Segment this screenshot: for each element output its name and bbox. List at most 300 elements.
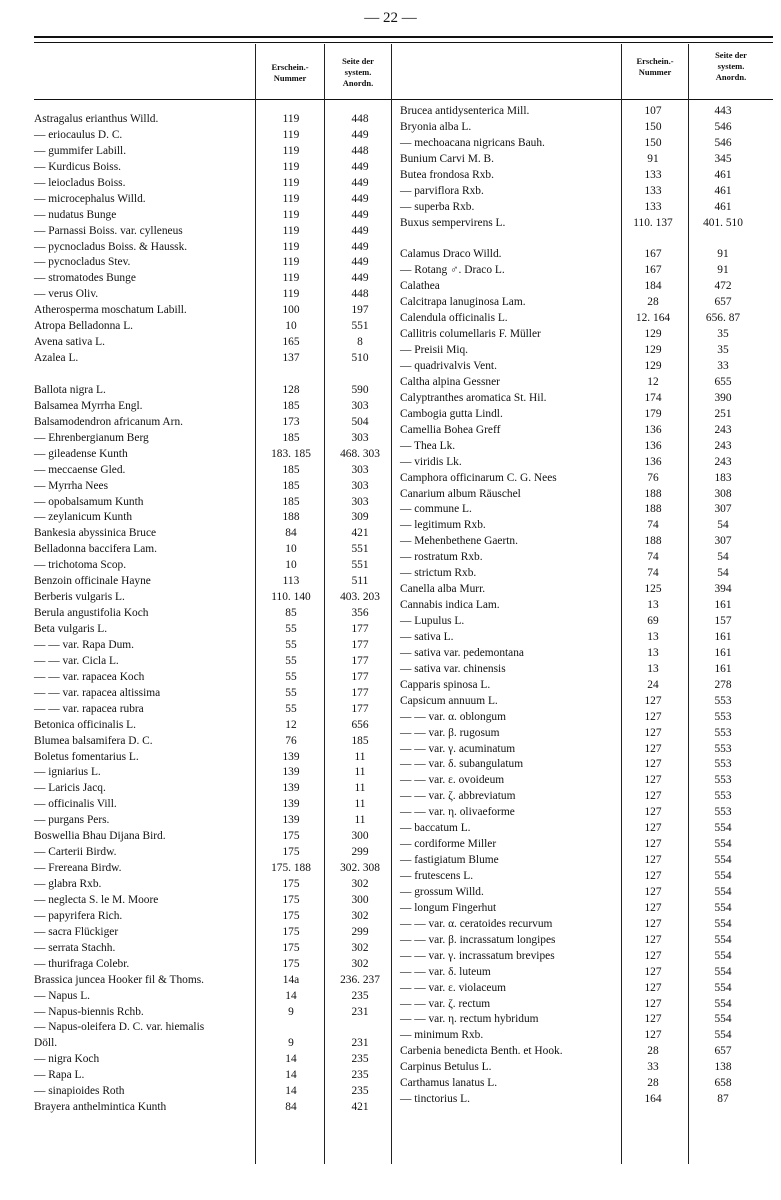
left-entry-row	[34, 1036, 392, 1052]
entry-name: — opobalsamum Kunth	[34, 495, 144, 508]
right-entry-row	[400, 981, 778, 997]
entry-number: 127	[644, 933, 662, 946]
entry-page: 511	[351, 575, 369, 588]
entry-number: 14	[285, 1085, 297, 1098]
entry-number: 175	[282, 893, 300, 906]
entry-name: — tinctorius L.	[400, 1093, 470, 1106]
entry-page: 300	[351, 830, 369, 843]
entry-number: 119	[282, 224, 300, 237]
entry-number: 76	[285, 734, 297, 747]
right-entry-row	[400, 1060, 778, 1076]
entry-number: 9	[288, 1037, 294, 1050]
right-entry-row	[400, 1028, 778, 1044]
entry-number: 24	[647, 678, 659, 691]
entry-name: — viridis Lk.	[400, 455, 462, 468]
right-entry-row	[400, 1076, 778, 1092]
entry-number: 84	[285, 527, 297, 540]
entry-number: 179	[644, 407, 662, 420]
entry-name: — Napus L.	[34, 989, 90, 1002]
entry-page: 554	[714, 901, 732, 914]
entry-page: 8	[357, 336, 363, 349]
right-entry-row	[400, 646, 778, 662]
right-entry-row	[400, 742, 778, 758]
entry-number: 188	[282, 511, 300, 524]
left-entry-row	[34, 574, 392, 590]
entry-page: 554	[714, 933, 732, 946]
left-entry-row	[34, 1100, 392, 1116]
right-entry-row	[400, 502, 778, 518]
entry-name: — cordiforme Miller	[400, 838, 497, 851]
entry-number: 74	[647, 519, 659, 532]
entry-name: Butea frondosa Rxb.	[400, 168, 494, 181]
entry-page: 553	[714, 710, 732, 723]
entry-page: 243	[714, 439, 732, 452]
entry-name: Canarium album Räuschel	[400, 487, 521, 500]
entry-name: — sinapioides Roth	[34, 1085, 125, 1098]
entry-number: 139	[282, 798, 300, 811]
entry-page: 554	[714, 838, 732, 851]
entry-page: 157	[714, 615, 732, 627]
entry-page: 449	[351, 224, 369, 237]
entry-page: 138	[714, 1061, 732, 1074]
entry-name: — — var. δ. luteum	[400, 965, 491, 978]
entry-name: — — var. β. rugosum	[400, 726, 500, 739]
right-entry-row	[400, 311, 778, 327]
right-entry-row	[400, 407, 778, 423]
left-entry-row	[34, 877, 392, 893]
entry-name: — Parnassi Boiss. var. cylleneus	[34, 224, 183, 237]
page-number: — 22 —	[364, 10, 417, 26]
entry-name: Caltha alpina Gessner	[400, 375, 500, 388]
entry-page: 421	[351, 527, 369, 540]
left-entry-row	[34, 495, 392, 511]
left-entry-row	[34, 1084, 392, 1100]
entry-name: Boletus fomentarius L.	[34, 750, 139, 763]
right-entry-row	[400, 662, 778, 678]
left-entry-row	[34, 702, 392, 718]
left-entry-row	[34, 463, 392, 479]
entry-number: 139	[282, 750, 300, 763]
entry-name: — minimum Rxb.	[400, 1029, 484, 1042]
entry-number: 127	[644, 822, 662, 835]
entry-page: 421	[351, 1101, 369, 1114]
entry-number: 175	[282, 830, 300, 843]
right-entry-row	[400, 391, 778, 407]
entry-name: Bryonia alba L.	[400, 120, 472, 133]
entry-name: — — var. ζ. abbreviatum	[400, 790, 516, 803]
left-entry-row	[34, 893, 392, 909]
entry-number: 150	[644, 120, 662, 133]
entry-number: 127	[644, 870, 662, 882]
right-entry-row	[400, 805, 778, 821]
entry-number: 74	[647, 551, 659, 564]
entry-page: 11	[354, 766, 366, 779]
entry-name: — sativa var. pedemontana	[400, 646, 524, 659]
entry-name: — meccaense Gled.	[34, 463, 126, 476]
left-index-column	[34, 112, 392, 1116]
left-entry-row	[34, 526, 392, 542]
entry-name: Belladonna baccifera Lam.	[34, 543, 158, 556]
top-rule	[34, 36, 773, 38]
entry-page: 185	[351, 734, 369, 747]
right-entry-row	[400, 917, 778, 933]
entry-page: 554	[714, 870, 732, 882]
entry-name: — nudatus Bunge	[34, 208, 117, 221]
entry-name: Blumea balsamifera D. C.	[34, 734, 153, 747]
entry-number: 127	[644, 949, 662, 962]
entry-name: Cambogia gutta Lindl.	[400, 407, 503, 420]
left-entry-row	[34, 351, 392, 367]
entry-page: 546	[714, 120, 732, 133]
left-entry-row	[34, 287, 392, 303]
entry-page: 551	[351, 320, 369, 333]
left-entry-row	[34, 973, 392, 989]
left-entry-row	[34, 479, 392, 495]
entry-number: 127	[644, 742, 662, 755]
entry-name: — strictum Rxb.	[400, 567, 477, 580]
right-entry-row	[400, 1012, 778, 1028]
entry-page: 394	[714, 583, 732, 596]
entry-number: 14a	[282, 973, 300, 986]
entry-name: — legitimum Rxb.	[400, 519, 486, 532]
right-entry-row	[400, 997, 778, 1013]
entry-page: 554	[714, 949, 732, 962]
entry-number: 119	[282, 192, 300, 205]
right-entry-row	[400, 550, 778, 566]
entry-name: Callitris columellaris F. Müller	[400, 328, 541, 341]
entry-number: 175	[282, 878, 300, 890]
entry-name: Camphora officinarum C. G. Nees	[400, 471, 557, 484]
right-entry-row	[400, 343, 778, 359]
entry-number: 133	[644, 184, 662, 197]
entry-page: 300	[351, 893, 369, 906]
left-entry-row	[34, 431, 392, 447]
entry-page: 472	[714, 280, 732, 293]
entry-number: 127	[644, 885, 662, 898]
entry-page: 197	[351, 304, 369, 317]
entry-number: 185	[282, 431, 300, 444]
right-entry-row	[400, 455, 778, 471]
entry-name: — — var. η. olivaeforme	[400, 806, 515, 819]
entry-name: — — var. ζ. rectum	[400, 997, 491, 1010]
left-entry-row	[34, 271, 392, 287]
right-entry-row	[400, 375, 778, 391]
right-entry-row	[400, 518, 778, 534]
left-entry-row	[34, 335, 392, 351]
entry-page: 468. 303	[340, 447, 380, 460]
entry-name: Berula angustifolia Koch	[34, 607, 149, 620]
entry-number: 127	[644, 774, 662, 787]
right-entry-row	[400, 247, 778, 263]
entry-name: Beta vulgaris L.	[34, 623, 108, 635]
entry-number: 127	[644, 710, 662, 723]
right-entry-row	[400, 232, 778, 248]
right-entry-row	[400, 582, 778, 598]
left-entry-row	[34, 989, 392, 1005]
entry-page: 554	[714, 981, 732, 994]
entry-number: 119	[282, 272, 300, 285]
entry-number: 133	[644, 200, 662, 213]
entry-name: Carpinus Betulus L.	[400, 1061, 492, 1074]
entry-name: — commune L.	[400, 503, 472, 516]
entry-page: 299	[351, 925, 369, 938]
entry-name: — pycnocladus Boiss. & Haussk.	[34, 240, 188, 253]
entry-number: 13	[647, 646, 659, 659]
right-entry-row	[400, 678, 778, 694]
entry-number: 119	[282, 160, 300, 173]
entry-page: 11	[354, 814, 366, 827]
right-header-page: Seite der system. Anordn.	[715, 50, 747, 82]
entry-number: 76	[647, 471, 659, 484]
left-entry-row	[34, 303, 392, 319]
entry-page: 658	[714, 1077, 732, 1090]
entry-page: 91	[717, 248, 729, 261]
entry-page: 35	[717, 328, 729, 341]
entry-number: 33	[647, 1061, 659, 1074]
entry-page: 54	[717, 567, 729, 580]
entry-name: Capparis spinosa L.	[400, 678, 491, 691]
entry-number: 10	[285, 559, 297, 572]
entry-page: 655	[714, 375, 732, 388]
entry-page: 449	[351, 240, 369, 253]
entry-name: — baccatum L.	[400, 822, 471, 835]
left-entry-row	[34, 558, 392, 574]
entry-number: 167	[644, 264, 662, 277]
entry-page: 33	[717, 360, 729, 372]
entry-name: Azalea L.	[34, 352, 79, 365]
entry-number: 127	[644, 1013, 662, 1026]
entry-number: 167	[644, 248, 662, 261]
right-entry-row	[400, 710, 778, 726]
entry-number: 127	[644, 901, 662, 914]
entry-number: 127	[644, 838, 662, 851]
entry-page: 302	[351, 957, 369, 970]
left-entry-row	[34, 606, 392, 622]
entry-page: 177	[351, 638, 369, 651]
entry-number: 175	[282, 909, 300, 922]
right-entry-row	[400, 295, 778, 311]
left-entry-row	[34, 255, 392, 271]
entry-number: 165	[282, 336, 300, 349]
entry-page: 299	[351, 846, 369, 859]
left-entry-row	[34, 542, 392, 558]
entry-page: 307	[714, 503, 732, 516]
left-entry-row	[34, 510, 392, 526]
entry-page: 554	[714, 822, 732, 835]
entry-name: — neglecta S. le M. Moore	[34, 893, 159, 906]
left-entry-row	[34, 192, 392, 208]
right-entry-row	[400, 327, 778, 343]
entry-name: — nigra Koch	[34, 1053, 100, 1066]
entry-page: 309	[351, 511, 369, 524]
entry-page: 449	[351, 128, 369, 141]
entry-name: — gummifer Labill.	[34, 144, 127, 157]
entry-page: 449	[351, 272, 369, 285]
entry-number: 129	[644, 344, 662, 357]
entry-name: — mechoacana nigricans Bauh.	[400, 136, 545, 149]
right-entry-row	[400, 821, 778, 837]
entry-number: 127	[644, 758, 662, 771]
left-entry-row	[34, 718, 392, 734]
entry-name: Betonica officinalis L.	[34, 718, 136, 731]
entry-number: 13	[647, 630, 659, 643]
entry-name: Cannabis indica Lam.	[400, 599, 500, 612]
entry-name: — Myrrha Nees	[34, 479, 109, 492]
entry-number: 55	[285, 654, 297, 667]
entry-name: — sativa L.	[400, 630, 454, 643]
entry-number: 188	[644, 503, 662, 516]
entry-name: — Mehenbethene Gaertn.	[400, 535, 518, 548]
entry-number: 69	[647, 615, 659, 627]
entry-number: 184	[644, 280, 662, 293]
right-entry-row	[400, 933, 778, 949]
entry-name: — — var. β. incrassatum longipes	[400, 933, 556, 946]
entry-page: 554	[714, 965, 732, 978]
entry-name: Berberis vulgaris L.	[34, 591, 125, 604]
entry-number: 119	[282, 144, 300, 157]
entry-number: 55	[285, 670, 297, 683]
entry-number: 150	[644, 136, 662, 149]
entry-name: — — var. rapacea altissima	[34, 686, 161, 699]
left-entry-row	[34, 686, 392, 702]
entry-page: 54	[717, 551, 729, 564]
entry-number: 127	[644, 981, 662, 994]
right-entry-row	[400, 152, 778, 168]
entry-page: 235	[351, 1069, 369, 1082]
entry-name: Calathea	[400, 280, 440, 293]
entry-name: — igniarius L.	[34, 766, 101, 779]
entry-page: 54	[717, 519, 729, 532]
entry-name: — — var. ε. ovoideum	[400, 774, 505, 787]
entry-page: 657	[714, 296, 732, 309]
entry-name: — grossum Willd.	[400, 885, 484, 898]
entry-page: 11	[354, 798, 366, 811]
entry-number: 119	[282, 128, 300, 141]
right-entry-row	[400, 598, 778, 614]
left-entry-row	[34, 224, 392, 240]
left-entry-row	[34, 1068, 392, 1084]
entry-number: 129	[644, 360, 662, 372]
entry-page: 177	[351, 654, 369, 667]
entry-number: 55	[285, 686, 297, 699]
entry-number: 55	[285, 623, 297, 635]
entry-number: 137	[282, 352, 300, 365]
entry-page: 554	[714, 854, 732, 867]
entry-page: 656. 87	[705, 312, 741, 325]
entry-page: 91	[717, 264, 729, 277]
left-entry-row	[34, 925, 392, 941]
entry-name: Boswellia Bhau Dijana Bird.	[34, 830, 166, 843]
entry-name: — pycnocladus Stev.	[34, 256, 131, 269]
entry-page: 448	[351, 288, 369, 301]
entry-number: 136	[644, 455, 662, 468]
entry-name: — — var. γ. acuminatum	[400, 742, 516, 755]
right-entry-row	[400, 263, 778, 279]
entry-number: 183. 185	[271, 447, 311, 460]
entry-page: 345	[714, 152, 732, 165]
entry-number: 74	[647, 567, 659, 580]
entry-page: 553	[714, 806, 732, 819]
entry-name: — zeylanicum Kunth	[34, 511, 133, 524]
left-entry-row	[34, 765, 392, 781]
entry-name: Camellia Bohea Greff	[400, 423, 501, 436]
entry-number: 127	[644, 997, 662, 1010]
right-entry-row	[400, 200, 778, 216]
left-entry-row	[34, 622, 392, 638]
entry-number: 13	[647, 599, 659, 612]
right-entry-row	[400, 359, 778, 375]
entry-page: 554	[714, 917, 732, 930]
right-entry-row	[400, 168, 778, 184]
entry-page: 356	[351, 607, 369, 620]
right-entry-row	[400, 789, 778, 805]
entry-number: 10	[285, 320, 297, 333]
right-entry-row	[400, 471, 778, 487]
entry-name: — serrata Stachh.	[34, 941, 116, 954]
right-entry-row	[400, 534, 778, 550]
entry-name: Capsicum annuum L.	[400, 694, 498, 707]
right-entry-row	[400, 949, 778, 965]
entry-page: 303	[351, 479, 369, 492]
left-entry-row	[34, 176, 392, 192]
left-entry-row	[34, 797, 392, 813]
right-entry-row	[400, 1092, 778, 1108]
entry-number: 185	[282, 463, 300, 476]
entry-name: — quadrivalvis Vent.	[400, 360, 497, 372]
entry-number: 55	[285, 638, 297, 651]
right-entry-row	[400, 965, 778, 981]
entry-number: 110. 140	[271, 591, 311, 604]
entry-number: 110. 137	[633, 216, 673, 229]
entry-name: Carthamus lanatus L.	[400, 1077, 498, 1090]
entry-number: 13	[647, 662, 659, 675]
entry-name: — frutescens L.	[400, 870, 474, 882]
entry-name: — Kurdicus Boiss.	[34, 160, 122, 173]
left-entry-row	[34, 383, 392, 399]
entry-page: 390	[714, 391, 732, 404]
entry-name: — sativa var. chinensis	[400, 662, 506, 675]
entry-number: 175	[282, 957, 300, 970]
entry-name: — Napus-biennis Rchb.	[34, 1005, 144, 1018]
entry-name: — trichotoma Scop.	[34, 559, 127, 572]
entry-number: 128	[282, 383, 300, 396]
right-entry-row	[400, 1044, 778, 1060]
right-entry-row	[400, 869, 778, 885]
entry-number: 127	[644, 694, 662, 707]
left-entry-row	[34, 845, 392, 861]
entry-name: — Rapa L.	[34, 1069, 85, 1082]
entry-name: — gileadense Kunth	[34, 447, 128, 460]
entry-name: — Napus-oleifera D. C. var. hiemalis	[34, 1021, 205, 1034]
entry-number: 175	[282, 925, 300, 938]
entry-name: — longum Fingerhut	[400, 901, 497, 914]
entry-page: 231	[351, 1037, 369, 1050]
header-rule	[34, 99, 773, 100]
right-header-number: Erschein.- Nummer	[636, 56, 674, 77]
left-entry-row	[34, 160, 392, 176]
entry-number: 107	[644, 105, 662, 117]
left-entry-row	[34, 240, 392, 256]
entry-page: 656	[351, 718, 369, 731]
entry-number: 9	[288, 1005, 294, 1018]
entry-number: 188	[644, 535, 662, 548]
entry-name: Calcitrapa lanuginosa Lam.	[400, 296, 526, 309]
entry-name: — Preisii Miq.	[400, 344, 469, 357]
entry-name: Döll.	[34, 1037, 58, 1050]
entry-number: 55	[285, 702, 297, 715]
right-entry-row	[400, 885, 778, 901]
entry-name: — — var. α. oblongum	[400, 710, 506, 723]
